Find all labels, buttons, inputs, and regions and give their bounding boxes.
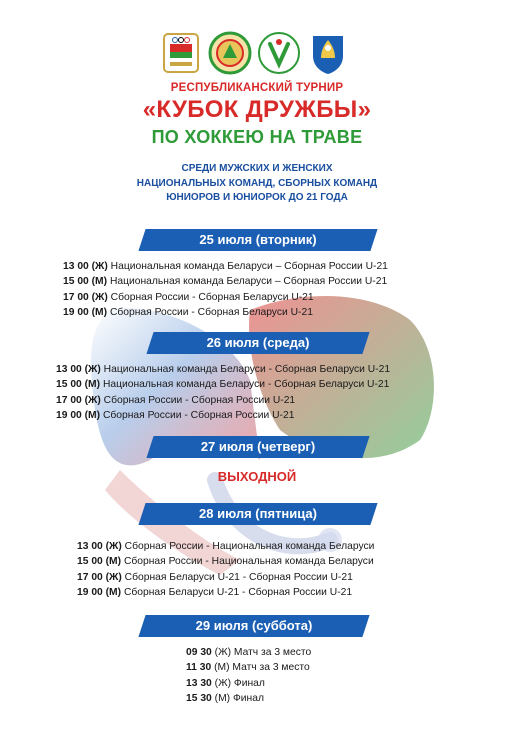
match-teams: (Ж) Финал [214, 677, 265, 689]
schedule-day-4 [77, 539, 374, 600]
date-label: 28 июля (пятница) [199, 506, 317, 521]
match-row [63, 305, 388, 320]
day-off-label: ВЫХОДНОЙ [217, 469, 297, 484]
subtitle-line-1: СРЕДИ МУЖСКИХ И ЖЕНСКИХ [181, 163, 333, 174]
match-time: 15 00 (М) [63, 276, 108, 288]
date-banner [142, 503, 374, 525]
match-row [77, 554, 374, 569]
match-time: 13 30 [186, 677, 212, 689]
match-row [186, 676, 311, 691]
date-label: 29 июля (суббота) [195, 618, 313, 633]
match-teams: Национальная команда Беларуси – Сборная России U-21 [109, 276, 388, 288]
match-time: 17 00 (Ж) [63, 291, 108, 303]
minsk-coat-of-arms [305, 30, 351, 76]
match-time: 13 00 (Ж) [56, 364, 101, 375]
match-teams: Сборная Беларуси U-21 - Сборная России U-21 [124, 571, 353, 583]
match-row [186, 691, 311, 706]
match-row [186, 660, 311, 675]
match-row [77, 539, 374, 554]
match-row [63, 290, 388, 305]
match-teams: Национальная команда Беларуси - Сборная Беларуси U-21 [103, 364, 391, 375]
match-row [56, 362, 390, 377]
match-time: 17 00 (Ж) [56, 394, 101, 406]
date-label: 27 июля (четверг) [200, 439, 316, 454]
match-time: 15 00 (М) [77, 556, 122, 568]
match-time: 09 30 [186, 647, 212, 658]
match-time: 17 00 (Ж) [77, 571, 122, 583]
tournament-title: «КУБОК ДРУЖБЫ» [142, 96, 372, 123]
date-banner [142, 229, 374, 251]
match-teams: Сборная России - Национальная команда Беларуси [123, 556, 374, 568]
match-time: 13 00 (Ж) [77, 541, 122, 552]
match-teams: Национальная команда Беларуси – Сборная России U-21 [110, 261, 388, 272]
olympic-committee-logo [158, 30, 204, 76]
date-banner [150, 332, 366, 354]
schedule-day-2 [56, 362, 390, 423]
match-time: 15 30 [186, 692, 212, 704]
match-row [186, 645, 311, 660]
date-label: 25 июля (вторник) [199, 232, 317, 247]
date-banner [150, 436, 366, 458]
match-time: 13 00 (Ж) [63, 261, 108, 272]
match-row [77, 585, 374, 600]
match-teams: Сборная России - Сборная России U-21 [102, 409, 295, 421]
match-teams: Национальная команда Беларуси - Сборная Беларуси U-21 [102, 379, 390, 391]
schedule-day-5 [186, 645, 311, 706]
match-teams: Сборная России - Сборная Беларуси U-21 [109, 306, 313, 318]
tournament-kind: РЕСПУБЛИКАНСКИЙ ТУРНИР [170, 82, 344, 94]
match-row [56, 377, 390, 392]
match-time: 15 00 (М) [56, 379, 101, 391]
match-teams: (Ж) Матч за 3 место [214, 647, 312, 658]
subtitle-line-2: НАЦИОНАЛЬНЫХ КОМАНД, СБОРНЫХ КОМАНД [136, 178, 378, 189]
sports-emblem-logo [207, 30, 253, 76]
match-teams: Сборная России - Национальная команда Беларуси [124, 541, 375, 552]
match-teams: Сборная Беларуси U-21 - Сборная России U-21 [123, 586, 353, 598]
hockey-federation-logo [256, 30, 302, 76]
match-time: 11 30 [186, 662, 212, 674]
match-row [63, 274, 388, 289]
match-time: 19 00 (М) [77, 586, 122, 598]
date-label: 26 июля (среда) [206, 335, 310, 350]
subtitle-line-3: ЮНИОРОВ И ЮНИОРОК ДО 21 ГОДА [166, 192, 348, 203]
sport-name: ПО ХОККЕЮ НА ТРАВЕ [151, 127, 363, 147]
match-row [56, 408, 390, 423]
match-row [63, 259, 388, 274]
match-teams: Сборная России - Сборная Беларуси U-21 [110, 291, 314, 303]
date-banner [142, 615, 366, 637]
match-time: 19 00 (М) [56, 409, 101, 421]
match-teams: (М) Матч за 3 место [214, 662, 310, 674]
match-teams: Сборная России - Сборная России U-21 [103, 394, 296, 406]
schedule-day-1 [63, 259, 388, 320]
match-time: 19 00 (М) [63, 306, 108, 318]
match-teams: (М) Финал [214, 692, 264, 704]
match-row [77, 570, 374, 585]
match-row [56, 393, 390, 408]
logos-row [0, 30, 514, 82]
